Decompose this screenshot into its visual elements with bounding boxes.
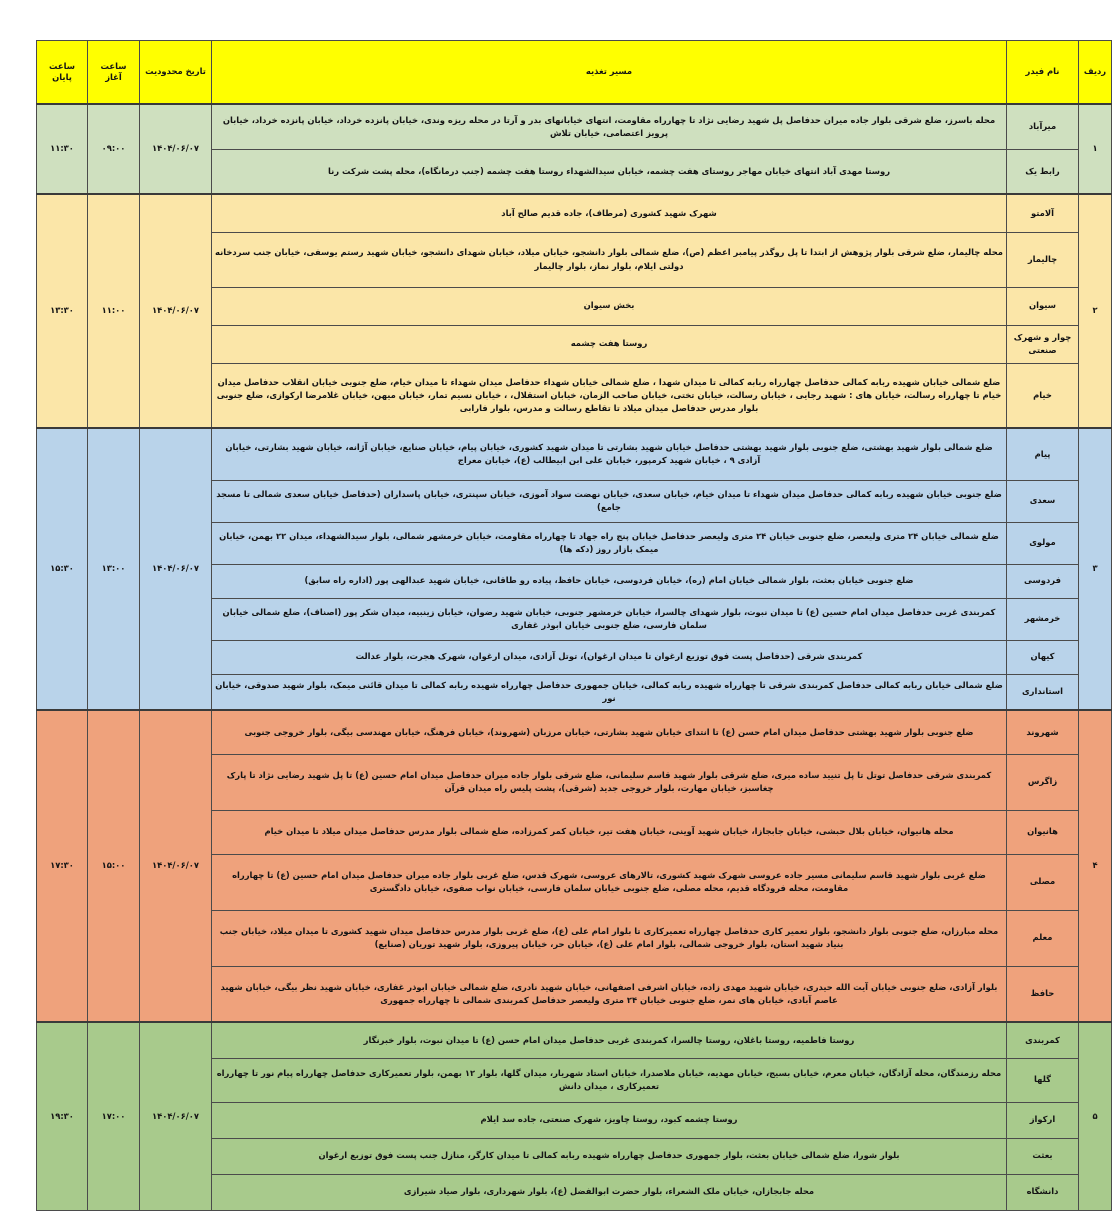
end-time-label-line2: پایان — [52, 72, 72, 82]
feeder-name-cell: گلها — [1007, 1058, 1079, 1102]
start-time-cell: ۰۹:۰۰ — [88, 104, 140, 194]
feeder-name-cell: استانداری — [1007, 674, 1079, 710]
route-description-cell: بلوار شورا، ضلع شمالی خیابان بعثت، بلوار جمهوری حدفاصل چهارراه شهیده ربابه کمالی تا میدان کارگر، منازل جنب پست فوق توزیع ارغوان — [212, 1138, 1007, 1174]
route-description-cell: شهرک شهید کشوری (مرطاف)، جاده قدیم صالح آباد — [212, 194, 1007, 232]
route-description-cell: ضلع شمالی بلوار شهید بهشتی، ضلع جنوبی بلوار شهید بهشتی حدفاصل خیابان شهید بشارتی تا میدان شهید کشوری، خیابان پیام، خیابان صنایع، خیابان آژانه، خیابان شهید بشارتی، خیابان آزادی ۹ ، خیابان شهید کرمپور، خیابان علی ابن ابیطالب (ع)، خیابان معراج — [212, 428, 1007, 480]
feeder-name-cell: خرمشهر — [1007, 598, 1079, 640]
route-description-cell: محله باسرز، ضلع شرقی بلوار جاده میران حدفاصل پل شهید رضایی نژاد تا چهارراه مقاومت، انتهای خیابانهای بدر و آرتا در محله ریزه وندی، خیابان پانزده خرداد، خیابان پانزده خرداد، خیابان پرویز اعتصامی، خیابان تلاش — [212, 104, 1007, 149]
outage-date-cell: ۱۴۰۴/۰۶/۰۷ — [140, 1022, 212, 1210]
feeder-name-cell: بعثت — [1007, 1138, 1079, 1174]
column-header-route: مسیر تغذیه — [212, 41, 1007, 105]
feeder-name-cell: مولوی — [1007, 522, 1079, 564]
outage-date-cell: ۱۴۰۴/۰۶/۰۷ — [140, 104, 212, 194]
row-index-cell: ۵ — [1079, 1022, 1112, 1210]
start-time-label-line1: ساعت — [100, 60, 127, 71]
outage-date-cell: ۱۴۰۴/۰۶/۰۷ — [140, 710, 212, 1022]
feeder-name-cell: فردوسی — [1007, 564, 1079, 598]
route-description-cell: کمربندی غربی حدفاصل میدان امام حسین (ع) تا میدان نبوت، بلوار شهدای چالسرا، خیابان خرمشهر جنوبی، خیابان شهید رضوان، خیابان زینبیه، میدان شکر پور (اصناف)، ضلع شمالی خیابان سلمان فارسی، ضلع جنوبی خیابان ابوذر غفاری — [212, 598, 1007, 640]
column-header-radif: ردیف — [1079, 41, 1112, 105]
route-description-cell: بخش سیوان — [212, 287, 1007, 325]
feeder-name-cell: میرآباد — [1007, 104, 1079, 149]
route-description-cell: کمربندی شرقی حدفاصل توتل تا پل تنیید ساده میری، ضلع شرقی بلوار شهید قاسم سلیمانی، ضلع شرقی بلوار جاده میران حدفاصل میدان امام حسین (ع) تا پل شهید رضایی نژاد تا پارک چغاسبز، خیابان مهارت، بلوار خروجی جدید (شرقی)، پشت پلیس راه میدان قرآن — [212, 754, 1007, 810]
route-description-cell: کمربندی شرقی (حدفاصل پست فوق توزیع ارغوان تا میدان ارغوان)، توتل آزادی، میدان ارغوان، شهرک هجرت، بلوار عدالت — [212, 640, 1007, 674]
feeder-name-cell: هانیوان — [1007, 810, 1079, 854]
route-description-cell: ضلع شمالی خیابان شهیده ربابه کمالی حدفاصل چهارراه ربابه کمالی تا میدان شهدا ، ضلع شمالی خیابان شهداء حدفاصل میدان شهداء تا میدان خیام، ضلع جنوبی خیابان انقلاب حدفاصل میدان خیام تا چهارراه رسالت، خیابان های : شهید رجایی ، خیابان رسالت، خیابان تختی، خیابان صاحب الزمان، خیابان استقلال، ، خیابان نسیم تمار، خیابان میهن، خیابان غلامرضا ارکوازی، ضلع جنوبی بلوار مدرس حدفاصل میدان میلاد تا تقاطع رسالت و مدرس، بلوار فارابی — [212, 363, 1007, 428]
route-description-cell: روستا هفت چشمه — [212, 325, 1007, 363]
table-row — [37, 104, 1112, 149]
feeder-name-cell: سیوان — [1007, 287, 1079, 325]
table-row — [37, 194, 1112, 232]
feeder-name-cell: دانشگاه — [1007, 1174, 1079, 1210]
feeder-name-cell: چوار و شهرک صنعتی — [1007, 325, 1079, 363]
feeder-name-cell: چالیمار — [1007, 232, 1079, 287]
end-time-cell: ۱۵:۳۰ — [37, 428, 88, 710]
start-time-cell: ۱۱:۰۰ — [88, 194, 140, 428]
feeder-name-cell: پیام — [1007, 428, 1079, 480]
table-row — [37, 1022, 1112, 1058]
column-header-date: تاریخ محدودیت — [140, 41, 212, 105]
route-description-cell: ضلع جنوبی بلوار شهید بهشتی حدفاصل میدان امام حسن (ع) تا انتدای خیابان شهید بشارتی، خیابان مرزبان (شهروند)، خیابان فرهنگ، خیابان مهندسی بیگی، بلوار خروجی جنوبی — [212, 710, 1007, 754]
start-time-cell: ۱۳:۰۰ — [88, 428, 140, 710]
outage-date-cell: ۱۴۰۴/۰۶/۰۷ — [140, 428, 212, 710]
route-description-cell: محله رزمندگان، محله آزادگان، خیابان معرم، خیابان بسیج، خیابان مهدیه، خیابان ملاصدرا، خیابان استاد شهریار، میدان گلها، بلوار ۱۲ بهمن، بلوار تعمیرکاری حدفاصل چهارراه پیام نور تا چهارراه تعمیرکاری ، میدان دانش — [212, 1058, 1007, 1102]
row-index-cell: ۲ — [1079, 194, 1112, 428]
feeder-name-cell: خیام — [1007, 363, 1079, 428]
route-description-cell: روستا فاطمیه، روستا باغلان، روستا چالسرا، کمربندی غربی حدفاصل میدان امام حسن (ع) تا میدان نبوت، بلوار خبرنگار — [212, 1022, 1007, 1058]
end-time-label-line1: ساعت — [49, 60, 75, 71]
route-description-cell: ضلع جنوبی خیابان بعثت، بلوار شمالی خیابان امام (ره)، خیابان فردوسی، خیابان حافظ، پیاده رو طاقانی، خیابان شهید عبدالهی پور (اداره راه سابق) — [212, 564, 1007, 598]
end-time-cell: ۱۷:۳۰ — [37, 710, 88, 1022]
feeder-name-cell: آلامتو — [1007, 194, 1079, 232]
end-time-cell: ۱۱:۳۰ — [37, 104, 88, 194]
feeder-name-cell: معلم — [1007, 910, 1079, 966]
table-row — [37, 428, 1112, 480]
column-header-end-time — [37, 41, 88, 105]
route-description-cell: محله جابجازان، خیابان ملک الشعراء، بلوار حضرت ابوالفضل (ع)، بلوار شهرداری، بلوار صیاد شیرازی — [212, 1174, 1007, 1210]
route-description-cell: روستا مهدی آباد انتهای خیابان مهاجر روستای هفت چشمه، خیابان سیدالشهداء روستا هفت چشمه (جنب درمانگاه)، محله پشت شرکت رنا — [212, 149, 1007, 194]
row-index-cell: ۱ — [1079, 104, 1112, 194]
row-index-cell: ۴ — [1079, 710, 1112, 1022]
row-index-cell: ۳ — [1079, 428, 1112, 710]
start-time-cell: ۱۷:۰۰ — [88, 1022, 140, 1210]
column-header-feeder-name: نام فیدر — [1007, 41, 1079, 105]
end-time-cell: ۱۹:۳۰ — [37, 1022, 88, 1210]
feeder-name-cell: کمربندی — [1007, 1022, 1079, 1058]
end-time-cell: ۱۳:۳۰ — [37, 194, 88, 428]
start-time-label-line2: آغاز — [105, 72, 122, 82]
route-description-cell: روستا چشمه کبود، روستا چاویز، شهرک صنعتی، جاده سد ایلام — [212, 1102, 1007, 1138]
route-description-cell: بلوار آزادی، ضلع جنوبی خیابان آیت الله حیدری، خیابان شهید مهدی زاده، خیابان اشرفی اصفهانی، خیابان شهید نادری، ضلع شمالی خیابان ابوذر غفاری، خیابان شهید نظر بیگی، خیابان شهید عاصم آبادی، خیابان های نمر، ضلع جنوبی خیابان ۲۴ متری ولیعصر حدفاصل کمربندی شمالی تا چهارراه جمهوری — [212, 966, 1007, 1022]
route-description-cell: ضلع غربی بلوار شهید قاسم سلیمانی مسیر جاده عروسی شهرک شهید کشوری، تالارهای عروسی، شهرک قدس، ضلع غربی بلوار جاده میران حدفاصل میدان امام حسین (ع) تا چهارراه مقاومت، محله فرودگاه قدیم، محله مصلی، ضلع جنوبی خیابان سلمان فارسی، خیابان نواب صفوی، خیابان دادگستری — [212, 854, 1007, 910]
feeder-name-cell: مصلی — [1007, 854, 1079, 910]
feeder-name-cell: رابط یک — [1007, 149, 1079, 194]
feeder-name-cell: زاگرس — [1007, 754, 1079, 810]
header-row — [37, 41, 1112, 105]
route-description-cell: محله چالیمار، ضلع شرقی بلوار پژوهش از ابتدا تا پل روگذر پیامبر اعظم (ص)، ضلع شمالی بلوار دانشجو، خیابان میلاد، خیابان شهدای دانشجو، خیابان شهید رستم یوسفی، خیابان جنب سردخانه دولتی ایلام، بلوار نماز، بلوار چالیمار — [212, 232, 1007, 287]
feeder-name-cell: ارکواز — [1007, 1102, 1079, 1138]
outage-schedule-table — [36, 40, 1112, 1211]
feeder-name-cell: سعدی — [1007, 480, 1079, 522]
start-time-cell: ۱۵:۰۰ — [88, 710, 140, 1022]
feeder-name-cell: شهروند — [1007, 710, 1079, 754]
feeder-name-cell: کیهان — [1007, 640, 1079, 674]
feeder-name-cell: حافظ — [1007, 966, 1079, 1022]
route-description-cell: محله مبارزان، ضلع جنوبی بلوار دانشجو، بلوار تعمیر کاری حدفاصل چهارراه تعمیرکاری تا بلوار امام علی (ع)، ضلع غربی بلوار مدرس حدفاصل میدان شهید کشوری تا میدان میلاد، خیابان جنب بنیاد شهید استان، بلوار خروجی شمالی، بلوار امام علی (ع)، خیابان حر، خیابان پیروزی، بلوار شهید توریان (صنایع) — [212, 910, 1007, 966]
route-description-cell: ضلع شمالی خیابان ربابه کمالی حدفاصل کمربندی شرقی تا چهارراه شهیده ربابه کمالی، خیابان جمهوری حدفاصل چهارراه شهیده ربابه کمالی تا میدان قائنی میمک، بلوار شهید صدوقی، خیابان نور — [212, 674, 1007, 710]
table-body — [37, 104, 1112, 1210]
column-header-start-time — [88, 41, 140, 105]
route-description-cell: ضلع شمالی خیابان ۲۴ متری ولیعصر، ضلع جنوبی خیابان ۲۴ متری ولیعصر حدفاصل خیابان پنج راه جهاد تا چهارراه مقاومت، خیابان خرمشهر شمالی، بلوار سیدالشهداء، میدان ۲۲ بهمن، خیابان میمک بازار روز (دکه ها) — [212, 522, 1007, 564]
table-header — [37, 41, 1112, 105]
route-description-cell: محله هانیوان، خیابان بلال حبشی، خیابان جابجازا، خیابان شهید آوینی، خیابان هفت تیر، خیابان کمر کمرزاده، ضلع شمالی بلوار مدرس حدفاصل میدان میلاد تا میدان خیام — [212, 810, 1007, 854]
outage-date-cell: ۱۴۰۴/۰۶/۰۷ — [140, 194, 212, 428]
table-row — [37, 710, 1112, 754]
route-description-cell: ضلع جنوبی خیابان شهیده ربابه کمالی حدفاصل میدان شهداء تا میدان خیام، خیابان سعدی، خیابان نهضت سواد آموزی، خیابان سپنتری، خیابان پاسداران (حدفاصل خیابان سعدی شمالی تا مسجد جامع) — [212, 480, 1007, 522]
